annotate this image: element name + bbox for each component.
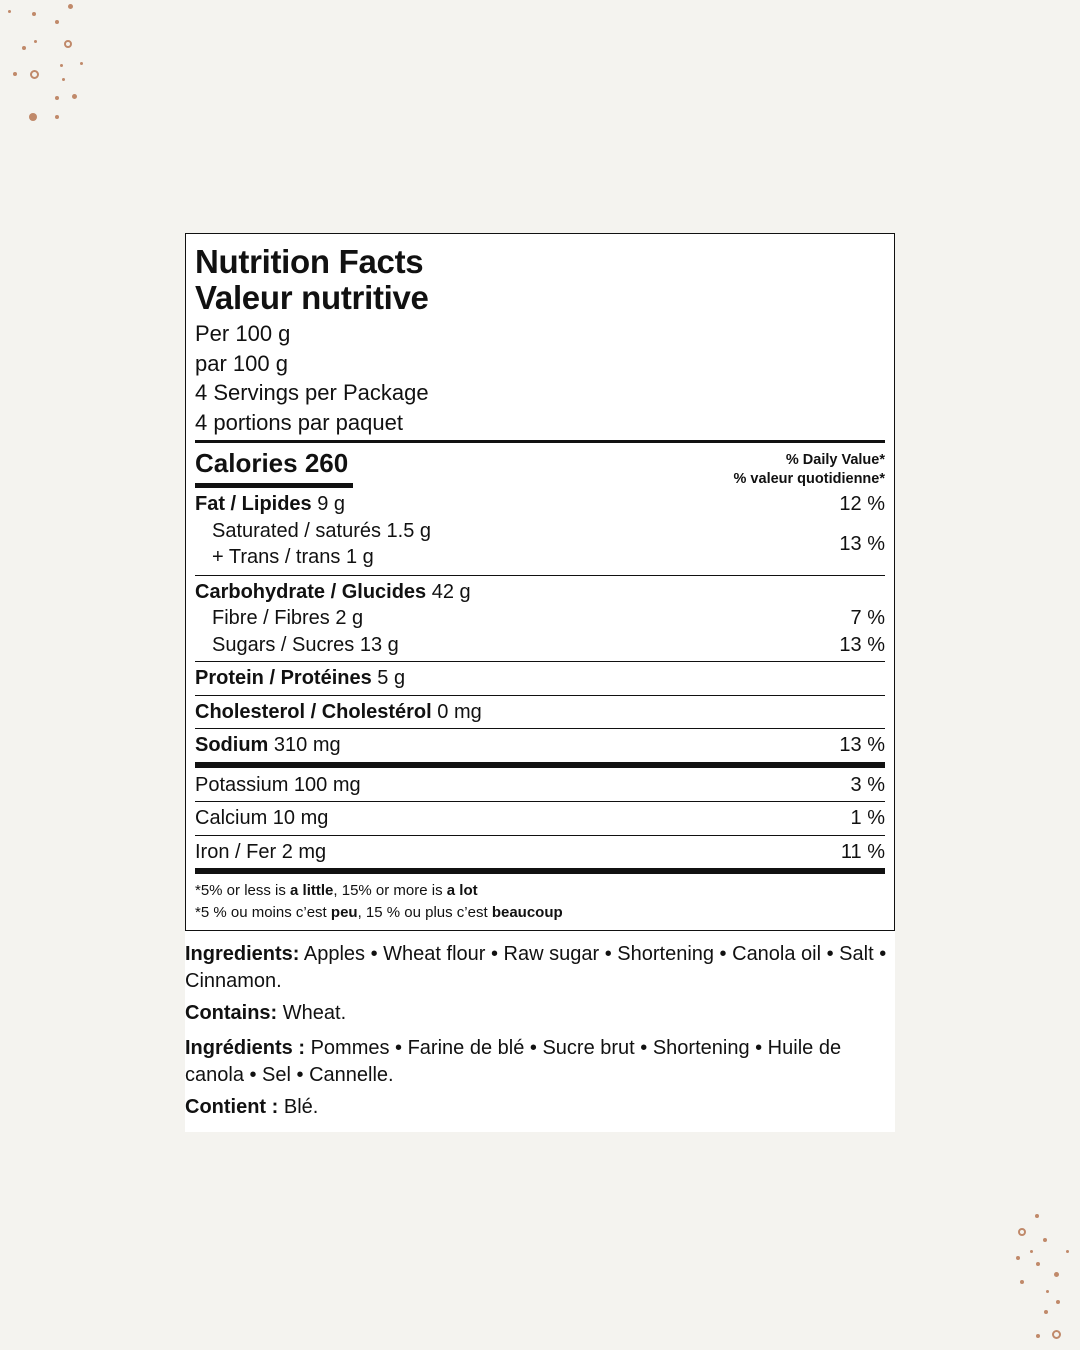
sodium-amount: 310 mg: [268, 734, 341, 756]
iron-dv: 11 %: [840, 840, 885, 863]
protein-row: [195, 662, 885, 695]
footnote-en: [195, 880, 885, 902]
dv-header-fr: % valeur quotidienne*: [733, 471, 885, 487]
footnote-emphasis: peu: [330, 904, 358, 921]
calories-value: Calories 260: [195, 448, 349, 478]
footnote-text: *5% or less is: [195, 882, 291, 899]
carb-amount: 42 g: [426, 580, 471, 603]
sodium-dv: 13 %: [839, 734, 885, 756]
iron-text: Iron / Fer 2 mg: [195, 840, 327, 863]
title-french: Valeur nutritive: [195, 279, 429, 316]
contains-en: [185, 1000, 895, 1027]
serving-line: par 100 g: [195, 350, 288, 376]
potassium-dv: 3 %: [850, 773, 885, 796]
footnote-text: , 15% or more is: [333, 882, 447, 899]
fat-name: Fat / Lipides: [195, 493, 312, 515]
serving-line: 4 Servings per Package: [195, 380, 429, 405]
fat-row: [195, 491, 885, 518]
footnote-emphasis: a lot: [446, 882, 478, 899]
ingredients-en: [185, 941, 895, 995]
saturated-row: Saturated / saturés 1.5 g: [212, 519, 432, 542]
sat-trans-dv: 13 %: [839, 532, 885, 555]
carb-row: [195, 576, 885, 606]
cholesterol-name: Cholesterol / Cholestérol: [195, 700, 432, 723]
trans-row: + Trans / trans 1 g: [212, 546, 374, 568]
ingredients-en-label: Ingredients:: [185, 943, 300, 965]
potassium-text: Potassium 100 mg: [195, 773, 361, 796]
ingredients-fr-label: Ingrédients :: [185, 1037, 306, 1059]
potassium-row: [195, 768, 885, 802]
protein-amount: 5 g: [371, 667, 406, 689]
calories-underline: [195, 483, 353, 488]
cholesterol-amount: 0 mg: [431, 700, 482, 723]
calcium-text: Calcium 10 mg: [195, 807, 329, 829]
contains-fr-label: Contient :: [185, 1096, 279, 1118]
fibre-text: Fibre / Fibres 2 g: [212, 607, 364, 629]
sodium-name: Sodium: [195, 734, 269, 756]
footnote-fr: [195, 902, 885, 924]
dv-header-en: % Daily Value*: [785, 452, 885, 468]
serving-line: 4 portions par paquet: [195, 409, 403, 435]
fibre-dv: 7 %: [850, 607, 885, 629]
ingredients-en-text: Apples • Wheat flour • Raw sugar • Shortening • Canola oil • Salt • Cinnamon.: [185, 943, 887, 992]
fat-amount: 9 g: [311, 493, 346, 515]
footnote: [195, 874, 885, 924]
contains-fr: [185, 1094, 895, 1121]
title-english: Nutrition Facts: [195, 243, 424, 280]
contains-en-text: Wheat.: [277, 1002, 347, 1024]
ingredients-fr: [185, 1035, 895, 1089]
sugars-text: Sugars / Sucres 13 g: [212, 633, 399, 656]
sugars-row: [195, 632, 885, 662]
contains-en-label: Contains:: [185, 1002, 278, 1024]
carb-name: Carbohydrate / Glucides: [195, 580, 427, 603]
nutrition-facts-table: [185, 233, 895, 931]
cholesterol-row: [195, 696, 885, 729]
protein-name: Protein / Protéines: [195, 667, 372, 689]
ingredients-fr-text: Pommes • Farine de blé • Sucre brut • Shortening • Huile de canola • Sel • Cannelle.: [185, 1037, 842, 1086]
footnote-emphasis: beaucoup: [491, 904, 563, 921]
footnote-text: , 15 % ou plus c’est: [357, 904, 492, 921]
calories-row: [195, 443, 885, 489]
fibre-row: [195, 605, 885, 632]
calcium-dv: 1 %: [850, 807, 885, 829]
sodium-row: [195, 729, 885, 762]
fat-dv: 12 %: [839, 493, 885, 515]
calcium-row: [195, 802, 885, 835]
serving-line: Per 100 g: [195, 321, 291, 346]
daily-value-header: [734, 447, 885, 489]
sugars-dv: 13 %: [839, 633, 885, 656]
iron-row: [195, 836, 885, 869]
footnote-text: *5 % ou moins c’est: [195, 904, 331, 921]
footnote-emphasis: a little: [290, 882, 334, 899]
contains-fr-text: Blé.: [278, 1096, 319, 1118]
ingredients-section: [185, 931, 895, 1132]
nutrition-panel: [185, 233, 895, 1132]
sat-trans-group: [195, 518, 885, 575]
serving-info: [195, 319, 885, 437]
